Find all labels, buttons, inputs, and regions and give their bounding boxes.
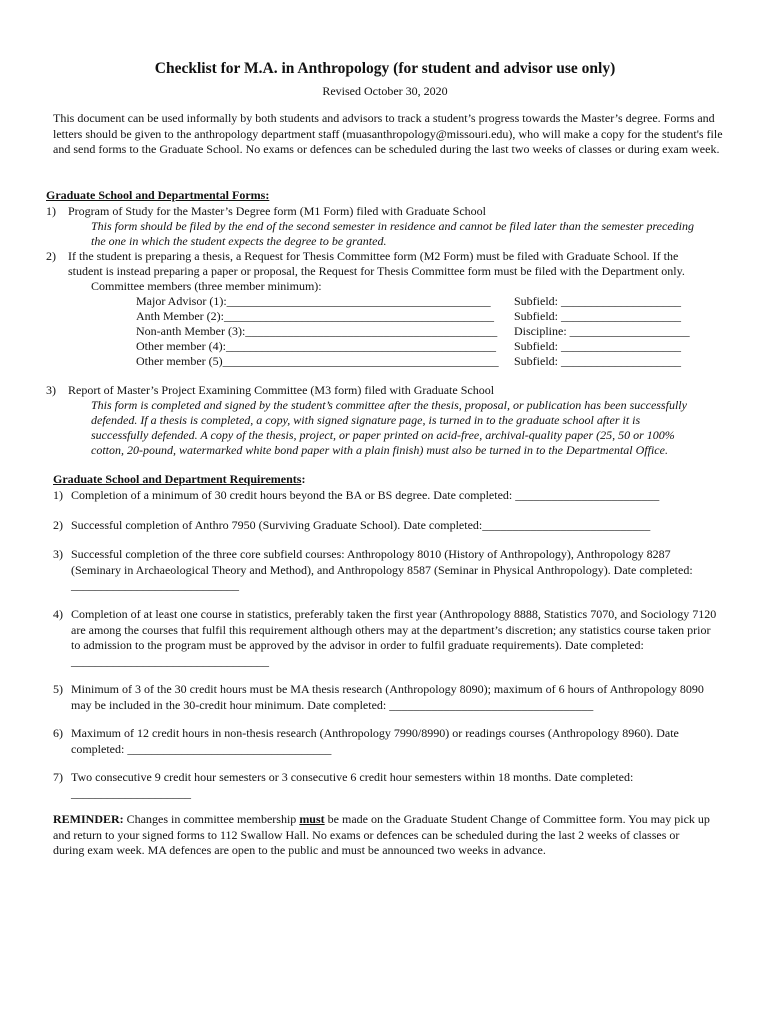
requirement-7-text: Two consecutive 9 credit hour semesters or 3 consecutive 6 credit hour semesters within 18 months. Date completed: ____________________ (71, 770, 634, 800)
committee-member-1-subfield[interactable]: Subfield: ____________________ (514, 294, 681, 308)
reminder-paragraph (53, 812, 713, 859)
revised-date: Revised October 30, 2020 (322, 84, 448, 98)
committee-member-3-discipline[interactable]: Discipline: ____________________ (514, 324, 690, 338)
requirements-heading-colon: : (301, 472, 306, 486)
requirement-3-number: 3) (53, 547, 63, 561)
reminder-must: must (299, 812, 325, 826)
committee-member-5-field[interactable]: Other member (5)______________________________________________ (136, 354, 499, 368)
requirement-4-text: Completion of at least one course in statistics, preferably taken the first year (Anthropology 8888, Statistics 7070, and Sociology 7120 are among the courses that fulfil this requirement although others may at the department’s discretion; any statistics course taken prior to admission to the program must be approved by the advisor in order to fulfil graduate requirements). Date completed: _________________________________ (71, 607, 717, 668)
committee-member-2-subfield[interactable]: Subfield: ____________________ (514, 309, 681, 323)
forms-item-1-note-line-2: the one in which the student expects the degree to be granted. (91, 234, 387, 248)
forms-item-3-note-line-4: cotton, 20-pound, watermarked white bond paper with a plain finish) must also be turned in to the Departmental Office. (91, 443, 668, 457)
forms-item-3-text: Report of Master’s Project Examining Committee (M3 form) filed with Graduate School (68, 383, 495, 397)
forms-item-1-note-line-1: This form should be filed by the end of the second semester in residence and cannot be filed later than the semester preceding (91, 219, 694, 233)
requirement-2-text: Successful completion of Anthro 7950 (Surviving Graduate School). Date completed:____________________________ (71, 518, 651, 532)
forms-item-1-text: Program of Study for the Master’s Degree form (M1 Form) filed with Graduate School (68, 204, 487, 218)
requirement-6-number: 6) (53, 726, 63, 740)
committee-member-3-field[interactable]: Non-anth Member (3):__________________________________________ (136, 324, 498, 338)
requirement-2-number: 2) (53, 518, 63, 532)
forms-item-2-text-line-2: student is instead preparing a paper or proposal, the Request for Thesis Committee form must be filed with the Department only. (68, 264, 685, 278)
requirement-5-text: Minimum of 3 of the 30 credit hours must be MA thesis research (Anthropology 8090); maximum of 6 hours of Anthropology 8090 may be included in the 30-credit hour minimum. Date completed: __________________________________ (71, 682, 704, 712)
forms-item-2-text-line-1: If the student is preparing a thesis, a Request for Thesis Committee form (M2 Form) must be filed with Graduate School. If the (68, 249, 679, 263)
committee-member-4-field[interactable]: Other member (4):_____________________________________________ (136, 339, 496, 353)
intro-paragraph: This document can be used informally by both students and advisors to track a student’s progress towards the Master’s degree. Forms and letters should be given to the anthropology department staff (muasanthropology@missouri.edu), who will make a copy for the student's file and send forms to the Graduate School. No exams or defences can be scheduled during the last two weeks of classes or during exam week. (53, 111, 723, 156)
requirement-6-text: Maximum of 12 credit hours in non-thesis research (Anthropology 7990/8990) or readings courses (Anthropology 8960). Date completed: __________________________________ (71, 726, 679, 756)
committee-member-5-subfield[interactable]: Subfield: ____________________ (514, 354, 681, 368)
forms-heading: Graduate School and Departmental Forms: (46, 188, 270, 202)
forms-item-3-number: 3) (46, 383, 56, 397)
forms-item-1-number: 1) (46, 204, 56, 218)
requirement-3-text: Successful completion of the three core subfield courses: Anthropology 8010 (History of Anthropology), Anthropology 8287 (Seminary in Archaeological Theory and Method), and Anthropology 8587 (Seminar in Physical Anthropology). Date completed: ____________________________ (71, 547, 693, 592)
reminder-text-b: be made on the Graduate Student Change of Committee form. You may pick up and return to your signed forms to 112 Swallow Hall. No exams or defences can be scheduled during the last 2 weeks of classes or during exam week. MA defences are open to the public and must be announced two weeks in advance. (53, 812, 710, 857)
requirements-heading: Graduate School and Department Requirements (53, 472, 302, 486)
forms-item-3-note-line-3: successfully defended. A copy of the thesis, project, or paper printed on acid-free, archival-quality paper (25, 50 or 100% (91, 428, 675, 442)
committee-member-2-field[interactable]: Anth Member (2):_____________________________________________ (136, 309, 494, 323)
forms-item-3-note-line-2: defended. If a thesis is completed, a copy, with signed signature page, is turned in to the graduate school after it is (91, 413, 641, 427)
committee-member-4-subfield[interactable]: Subfield: ____________________ (514, 339, 681, 353)
requirement-1-number: 1) (53, 488, 63, 502)
requirement-7-number: 7) (53, 770, 63, 784)
forms-item-3-note-line-1: This form is completed and signed by the student’s committee after the thesis, proposal, or publication has been successfully (91, 398, 687, 412)
requirement-5-number: 5) (53, 682, 63, 696)
forms-item-2-number: 2) (46, 249, 56, 263)
requirement-1-text: Completion of a minimum of 30 credit hours beyond the BA or BS degree. Date completed: ________________________ (71, 488, 660, 502)
requirement-4-number: 4) (53, 607, 63, 621)
requirements-heading-wrap (53, 472, 305, 487)
document-title: Checklist for M.A. in Anthropology (for student and advisor use only) (154, 60, 616, 77)
reminder-label: REMINDER: (53, 812, 124, 826)
committee-members-label: Committee members (three member minimum): (91, 279, 322, 293)
committee-member-1-field[interactable]: Major Advisor (1):____________________________________________ (136, 294, 491, 308)
reminder-text-a: Changes in committee membership (123, 812, 300, 826)
